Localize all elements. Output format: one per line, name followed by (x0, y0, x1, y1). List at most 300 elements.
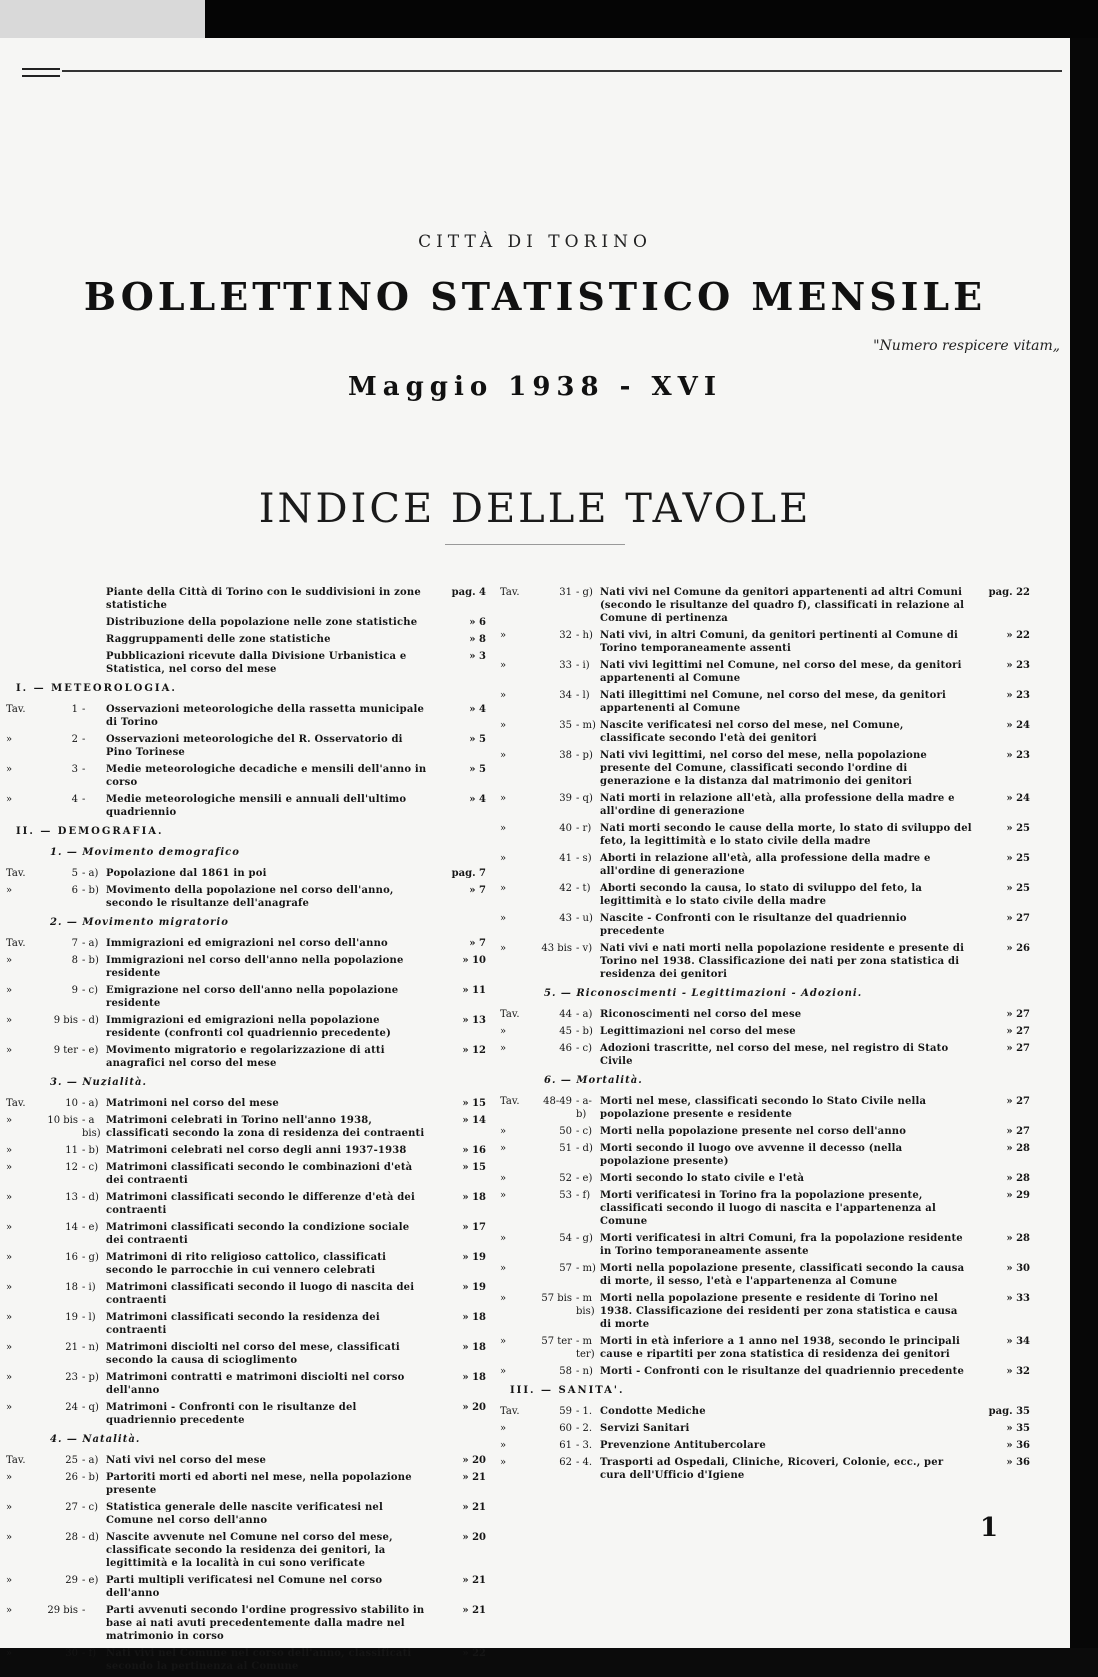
entry-title: Aborti in relazione all'età, alla professione della madre e all'ordine di generazione (600, 853, 931, 877)
entry-letter: - a) (82, 938, 99, 949)
subsection-heading: 4. — Natalità. (50, 1434, 141, 1445)
entry-letter: - d) (82, 1015, 99, 1026)
entry-title: Morti verificatesi in altri Comuni, fra la popolazione residente in Torino temporaneamente assente (600, 1233, 963, 1257)
index-entry (500, 1189, 1030, 1228)
index-entry (6, 763, 486, 789)
entry-page: » 21 (462, 1575, 486, 1586)
entry-number: 28 (65, 1532, 78, 1543)
entry-title: Nascite - Confronti con le risultanze del quadriennio precedente (600, 913, 907, 937)
entry-page: » 36 (1006, 1440, 1030, 1451)
entry-number: 8 (71, 955, 78, 966)
entry-number: 13 (65, 1192, 78, 1203)
entry-page: » 6 (469, 617, 486, 628)
entry-page: pag. 22 (988, 587, 1030, 598)
entry-title: Statistica generale delle nascite verificatesi nel Comune nel corso dell'anno (106, 1502, 383, 1526)
entry-page: » 34 (1006, 1336, 1030, 1347)
entry-number: 23 (65, 1372, 78, 1383)
entry-title: Morti in età inferiore a 1 anno nel 1938, secondo le principali cause e ripartiti per zona statistica di residenza dei genitori (600, 1336, 960, 1360)
left-column (6, 586, 486, 1677)
entry-tav: » (500, 1126, 507, 1137)
entry-letter: - 4. (576, 1457, 593, 1468)
index-entry (500, 1042, 1030, 1068)
entry-tav: » (6, 1312, 13, 1323)
entry-title: Matrimoni celebrati in Torino nell'anno 1938, classificati secondo la zona di residenza dei contraenti (106, 1115, 425, 1139)
index-entry (500, 912, 1030, 938)
entry-title: Servizi Sanitari (600, 1423, 690, 1434)
entry-tav: Tav. (500, 1096, 520, 1107)
entry-page: » 27 (1006, 1026, 1030, 1037)
entry-letter: - g) (576, 1233, 593, 1244)
entry-letter: - (82, 764, 86, 775)
entry-page: » 10 (462, 955, 486, 966)
entry-tav: Tav. (6, 1098, 26, 1109)
city-name: CITTÀ DI TORINO (418, 232, 652, 252)
index-entry (6, 1114, 486, 1140)
entry-page: » 25 (1006, 853, 1030, 864)
index-entry (6, 1311, 486, 1337)
entry-number: 4 (71, 794, 78, 805)
index-entry (500, 792, 1030, 818)
entry-page: pag. 35 (988, 1406, 1030, 1417)
right-column (500, 586, 1030, 1486)
entry-page: » 21 (462, 1502, 486, 1513)
entry-letter: - b) (82, 1472, 99, 1483)
index-entry (500, 1142, 1030, 1168)
entry-title: Raggruppamenti delle zone statistiche (106, 634, 331, 645)
entry-page: » 4 (469, 794, 486, 805)
entry-letter: - f) (82, 1648, 97, 1659)
entry-title: Prevenzione Antitubercolare (600, 1440, 766, 1451)
entry-tav: » (6, 1575, 13, 1586)
index-entry (500, 942, 1030, 981)
index-entry (6, 1471, 486, 1497)
index-entry (500, 1405, 1030, 1418)
entry-letter: - 3. (576, 1440, 593, 1451)
index-rule (445, 544, 625, 545)
entry-tav: » (500, 943, 507, 954)
index-entry (6, 1341, 486, 1367)
entry-page: » 23 (1006, 750, 1030, 761)
entry-title: Distribuzione della popolazione nelle zone statistiche (106, 617, 418, 628)
index-entry (500, 659, 1030, 685)
entry-tav: » (6, 794, 13, 805)
entry-page: » 24 (1006, 793, 1030, 804)
entry-title: Matrimoni celebrati nel corso degli anni 1937-1938 (106, 1145, 407, 1156)
entry-page: » 18 (462, 1372, 486, 1383)
entry-tav: » (500, 1143, 507, 1154)
entry-page: » 35 (1006, 1423, 1030, 1434)
entry-page: » 25 (1006, 883, 1030, 894)
entry-number: 10 bis (47, 1115, 78, 1126)
entry-letter: - c) (82, 1162, 99, 1173)
entry-page: » 24 (1006, 720, 1030, 731)
entry-title: Nati vivi e nati morti nella popolazione residente e presente di Torino nel 1938. Classificazione dei nati per zona statistica di residenza dei genitori (600, 943, 965, 980)
entry-tav: » (6, 764, 13, 775)
entry-letter: - a) (82, 868, 99, 879)
entry-letter: - e) (82, 1575, 99, 1586)
entry-tav: Tav. (6, 868, 26, 879)
entry-number: 19 (65, 1312, 78, 1323)
entry-page: » 25 (1006, 823, 1030, 834)
entry-page: » 4 (469, 704, 486, 715)
entry-letter: - e) (82, 1045, 99, 1056)
entry-title: Nati morti in relazione all'età, alla professione della madre e all'ordine di generazione (600, 793, 955, 817)
entry-title: Parti avvenuti secondo l'ordine progressivo stabilito in base ai nati avuti precedentemente dalla madre nel matrimonio in corso (106, 1605, 425, 1642)
entry-title: Matrimoni classificati secondo la residenza dei contraenti (106, 1312, 380, 1336)
index-entry (6, 1097, 486, 1110)
entry-tav: » (500, 1190, 507, 1201)
entry-letter: - l) (82, 1312, 96, 1323)
entry-number: 10 (65, 1098, 78, 1109)
entry-number: 43 (559, 913, 572, 924)
entry-number: 29 (65, 1575, 78, 1586)
entry-tav: Tav. (500, 587, 520, 598)
index-entry (6, 586, 486, 612)
entry-page: » 27 (1006, 1096, 1030, 1107)
entry-number: 24 (65, 1402, 78, 1413)
entry-tav: » (6, 1282, 13, 1293)
entry-tav: » (6, 955, 13, 966)
entry-tav: » (6, 1222, 13, 1233)
entry-title: Pubblicazioni ricevute dalla Divisione Urbanistica e Statistica, nel corso del mese (106, 651, 407, 675)
entry-number: 57 bis (541, 1293, 572, 1304)
entry-tav: » (500, 1233, 507, 1244)
index-entry (6, 1604, 486, 1643)
entry-page: » 5 (469, 734, 486, 745)
entry-tav: » (500, 630, 507, 641)
subsection-heading: 3. — Nuzialità. (50, 1077, 147, 1088)
entry-letter: - q) (82, 1402, 99, 1413)
entry-title: Matrimoni nel corso del mese (106, 1098, 279, 1109)
subsection-heading: 5. — Riconoscimenti - Legittimazioni - Adozioni. (544, 988, 863, 999)
entry-letter: - b) (576, 1026, 593, 1037)
entry-number: 62 (559, 1457, 572, 1468)
entry-number: 5 (71, 868, 78, 879)
entry-page: » 7 (469, 885, 486, 896)
entry-title: Nati vivi nel Comune nel corso dell'anno, classificati secondo la pertinenza al Comune (106, 1648, 412, 1672)
entry-letter: - g) (576, 587, 593, 598)
entry-title: Matrimoni classificati secondo la condizione sociale dei contraenti (106, 1222, 410, 1246)
entry-letter: - d) (576, 1143, 593, 1154)
entry-title: Matrimoni classificati secondo le combinazioni d'età dei contraenti (106, 1162, 413, 1186)
index-entry (6, 1144, 486, 1157)
entry-number: 7 (71, 938, 78, 949)
entry-number: 42 (559, 883, 572, 894)
index-entry (500, 822, 1030, 848)
entry-title: Morti nel mese, classificati secondo lo Stato Civile nella popolazione presente e residente (600, 1096, 927, 1120)
entry-page: » 11 (462, 985, 486, 996)
entry-number: 21 (65, 1342, 78, 1353)
entry-letter: - p) (82, 1372, 99, 1383)
entry-page: » 3 (469, 651, 486, 662)
entry-letter: - m) (576, 1263, 596, 1274)
index-entry (500, 1008, 1030, 1021)
index-entry (500, 1292, 1030, 1331)
entry-number: 59 (559, 1406, 572, 1417)
entry-number: 1 (71, 704, 78, 715)
entry-title: Nati vivi, in altri Comuni, da genitori pertinenti al Comune di Torino temporaneamente assenti (600, 630, 959, 654)
entry-tav: » (500, 853, 507, 864)
entry-number: 9 ter (53, 1045, 78, 1056)
entry-tav: Tav. (6, 938, 26, 949)
entry-letter: - e) (82, 1222, 99, 1233)
index-entry (6, 703, 486, 729)
entry-page: » 23 (1006, 660, 1030, 671)
entry-page: » 22 (462, 1648, 486, 1659)
entry-letter: - b) (82, 1145, 99, 1156)
entry-number: 25 (65, 1455, 78, 1466)
index-entry (6, 1531, 486, 1570)
entry-title: Nati vivi nel corso del mese (106, 1455, 267, 1466)
entry-letter: - r) (576, 823, 592, 834)
index-entry (500, 1232, 1030, 1258)
entry-tav: » (500, 823, 507, 834)
entry-letter: - b) (82, 885, 99, 896)
entry-tav: » (500, 1293, 507, 1304)
index-entry (500, 1335, 1030, 1361)
entry-number: 43 bis (541, 943, 572, 954)
entry-letter: - q) (576, 793, 593, 804)
subsection-heading: 6. — Mortalità. (544, 1075, 643, 1086)
entry-title: Piante della Città di Torino con le suddivisioni in zone statistiche (106, 587, 421, 611)
entry-page: » 18 (462, 1342, 486, 1353)
entry-page: » 36 (1006, 1457, 1030, 1468)
entry-title: Morti nella popolazione presente, classificati secondo la causa di morte, il sesso, l'età e l'appartenenza al Comune (600, 1263, 965, 1287)
entry-letter: - h) (576, 630, 593, 641)
index-entry (500, 1439, 1030, 1452)
entry-page: » 27 (1006, 1043, 1030, 1054)
entry-title: Riconoscimenti nel corso del mese (600, 1009, 802, 1020)
entry-number: 45 (559, 1026, 572, 1037)
entry-tav: » (6, 1502, 13, 1513)
entry-page: » 32 (1006, 1366, 1030, 1377)
entry-number: 58 (559, 1366, 572, 1377)
entry-page: » 28 (1006, 1233, 1030, 1244)
entry-title: Nati illegittimi nel Comune, nel corso del mese, da genitori appartenenti al Comune (600, 690, 946, 714)
entry-tav: » (500, 1043, 507, 1054)
entry-page: » 30 (1006, 1263, 1030, 1274)
subsection-heading: 2. — Movimento migratorio (50, 917, 229, 928)
entry-tav: Tav. (500, 1009, 520, 1020)
entry-title: Morti nella popolazione presente e residente di Torino nel 1938. Classificazione dei residenti per zona statistica e causa di morte (600, 1293, 958, 1330)
index-entry (6, 1647, 486, 1673)
entry-number: 29 bis (47, 1605, 78, 1616)
entry-title: Medie meteorologiche mensili e annuali dell'ultimo quadriennio (106, 794, 407, 818)
entry-number: 52 (559, 1173, 572, 1184)
entry-tav: » (6, 1342, 13, 1353)
motto: "Numero respicere vitam„ (873, 338, 1060, 354)
entry-tav: » (500, 690, 507, 701)
entry-number: 3 (71, 764, 78, 775)
entry-letter: - n) (576, 1366, 593, 1377)
entry-page: » 12 (462, 1045, 486, 1056)
entry-letter: - v) (576, 943, 593, 954)
entry-letter: - (82, 734, 86, 745)
index-entry (6, 793, 486, 819)
index-entry (6, 1221, 486, 1247)
entry-tav: Tav. (500, 1406, 520, 1417)
index-entry (500, 586, 1030, 625)
index-entry (500, 719, 1030, 745)
index-entry (6, 984, 486, 1010)
index-entry (500, 629, 1030, 655)
index-entry (500, 1125, 1030, 1138)
entry-title: Matrimoni classificati secondo le differenze d'età dei contraenti (106, 1192, 415, 1216)
scan-border-top-left (0, 0, 205, 38)
entry-number: 2 (71, 734, 78, 745)
entry-letter: - m ter) (576, 1336, 595, 1360)
entry-number: 35 (559, 720, 572, 731)
entry-tav: » (6, 985, 13, 996)
entry-number: 31 (559, 587, 572, 598)
entry-letter: - p) (576, 750, 593, 761)
entry-letter: - d) (82, 1532, 99, 1543)
entry-title: Aborti secondo la causa, lo stato di sviluppo del feto, la legittimità e lo stato civile della madre (600, 883, 923, 907)
entry-number: 50 (559, 1126, 572, 1137)
index-entry (6, 650, 486, 676)
entry-title: Legittimazioni nel corso del mese (600, 1026, 796, 1037)
entry-number: 40 (559, 823, 572, 834)
entry-letter: - s) (576, 853, 592, 864)
entry-title: Nati vivi legittimi, nel corso del mese, nella popolazione presente del Comune, classificati secondo l'ordine di generazione e la distanza dal matrimonio dei genitori (600, 750, 927, 787)
entry-letter: - (82, 704, 86, 715)
entry-number: 27 (65, 1502, 78, 1513)
entry-tav: » (500, 1440, 507, 1451)
index-entry (6, 1251, 486, 1277)
entry-letter: - g) (82, 1252, 99, 1263)
index-entry (6, 1454, 486, 1467)
entry-number: 9 bis (53, 1015, 78, 1026)
entry-page: » 14 (462, 1115, 486, 1126)
index-entry (6, 1401, 486, 1427)
entry-page: » 21 (462, 1472, 486, 1483)
index-title: INDICE DELLE TAVOLE (258, 486, 812, 532)
entry-page: pag. 7 (451, 868, 486, 879)
entry-title: Osservazioni meteorologiche della rassetta municipale di Torino (106, 704, 425, 728)
entry-letter: - i) (82, 1282, 96, 1293)
entry-tav: » (500, 750, 507, 761)
entry-page: » 28 (1006, 1173, 1030, 1184)
entry-page: » 27 (1006, 913, 1030, 924)
entry-number: 38 (559, 750, 572, 761)
entry-page: » 18 (462, 1312, 486, 1323)
entry-page: » 8 (469, 634, 486, 645)
entry-letter: - (82, 1605, 86, 1616)
entry-number: 32 (559, 630, 572, 641)
entry-number: 60 (559, 1423, 572, 1434)
entry-letter: - e) (576, 1173, 593, 1184)
entry-number: 33 (559, 660, 572, 671)
page-number: 1 (980, 1513, 999, 1543)
entry-tav: » (6, 1115, 13, 1126)
entry-page: » 28 (1006, 1143, 1030, 1154)
index-entry (6, 1371, 486, 1397)
entry-letter: - i) (576, 660, 590, 671)
entry-number: 39 (559, 793, 572, 804)
entry-page: » 13 (462, 1015, 486, 1026)
scan-border-right (1070, 38, 1098, 1648)
entry-title: Osservazioni meteorologiche del R. Osservatorio di Pino Torinese (106, 734, 403, 758)
entry-tav: » (500, 1026, 507, 1037)
index-entry (500, 1095, 1030, 1121)
index-entry (6, 1574, 486, 1600)
index-entry (500, 749, 1030, 788)
entry-page: » 5 (469, 764, 486, 775)
entry-number: 30 (65, 1648, 78, 1659)
entry-page: » 20 (462, 1402, 486, 1413)
issue-date: Maggio 1938 - XVI (347, 372, 723, 402)
entry-letter: - c) (576, 1043, 593, 1054)
index-entry (500, 882, 1030, 908)
index-entry (500, 1172, 1030, 1185)
entry-number: 34 (559, 690, 572, 701)
index-entry (500, 1365, 1030, 1378)
index-entry (6, 1161, 486, 1187)
entry-letter: - c) (576, 1126, 593, 1137)
entry-tav: » (6, 1372, 13, 1383)
entry-number: 53 (559, 1190, 572, 1201)
entry-letter: - c) (82, 985, 99, 996)
entry-tav: » (500, 1457, 507, 1468)
entry-number: 41 (559, 853, 572, 864)
entry-title: Immigrazioni ed emigrazioni nel corso dell'anno (106, 938, 388, 949)
entry-letter: - u) (576, 913, 593, 924)
entry-tav: » (500, 1263, 507, 1274)
entry-letter: - d) (82, 1192, 99, 1203)
entry-tav: » (6, 1472, 13, 1483)
entry-letter: - n) (82, 1342, 99, 1353)
entry-letter: - a-b) (576, 1096, 592, 1120)
index-entry (6, 1191, 486, 1217)
entry-title: Movimento migratorio e regolarizzazione di atti anagrafici nel corso del mese (106, 1045, 385, 1069)
entry-page: » 16 (462, 1145, 486, 1156)
subsection-heading: 1. — Movimento demografico (50, 847, 240, 858)
entry-title: Medie meteorologiche decadiche e mensili dell'anno in corso (106, 764, 427, 788)
entry-tav: » (6, 1162, 13, 1173)
entry-tav: » (6, 734, 13, 745)
document-page (0, 38, 1070, 1672)
index-entry (500, 1025, 1030, 1038)
entry-number: 61 (559, 1440, 572, 1451)
entry-tav: » (500, 883, 507, 894)
entry-letter: - f) (576, 1190, 591, 1201)
entry-number: 9 (71, 985, 78, 996)
index-entry (6, 884, 486, 910)
entry-title: Morti secondo lo stato civile e l'età (600, 1173, 805, 1184)
entry-title: Matrimoni di rito religioso cattolico, classificati secondo le parrocchie in cui vennero celebrati (106, 1252, 387, 1276)
entry-title: Emigrazione nel corso dell'anno nella popolazione residente (106, 985, 399, 1009)
entry-letter: - 1. (576, 1406, 593, 1417)
entry-number: 57 ter (541, 1336, 572, 1347)
entry-page: » 20 (462, 1532, 486, 1543)
entry-tav: » (500, 913, 507, 924)
entry-page: » 29 (1006, 1190, 1030, 1201)
entry-letter: - 2. (576, 1423, 593, 1434)
entry-page: » 7 (469, 938, 486, 949)
entry-page: » 33 (1006, 1293, 1030, 1304)
entry-title: Matrimoni classificati secondo il luogo di nascita dei contraenti (106, 1282, 415, 1306)
entry-title: Matrimoni contratti e matrimoni disciolti nel corso dell'anno (106, 1372, 405, 1396)
entry-title: Popolazione dal 1861 in poi (106, 868, 267, 879)
entry-tav: » (500, 660, 507, 671)
entry-letter: - l) (576, 690, 590, 701)
entry-number: 26 (65, 1472, 78, 1483)
entry-page: » 27 (1006, 1126, 1030, 1137)
index-entry (6, 1281, 486, 1307)
index-entry (6, 1044, 486, 1070)
entry-number: 11 (65, 1145, 78, 1156)
entry-number: 46 (559, 1043, 572, 1054)
